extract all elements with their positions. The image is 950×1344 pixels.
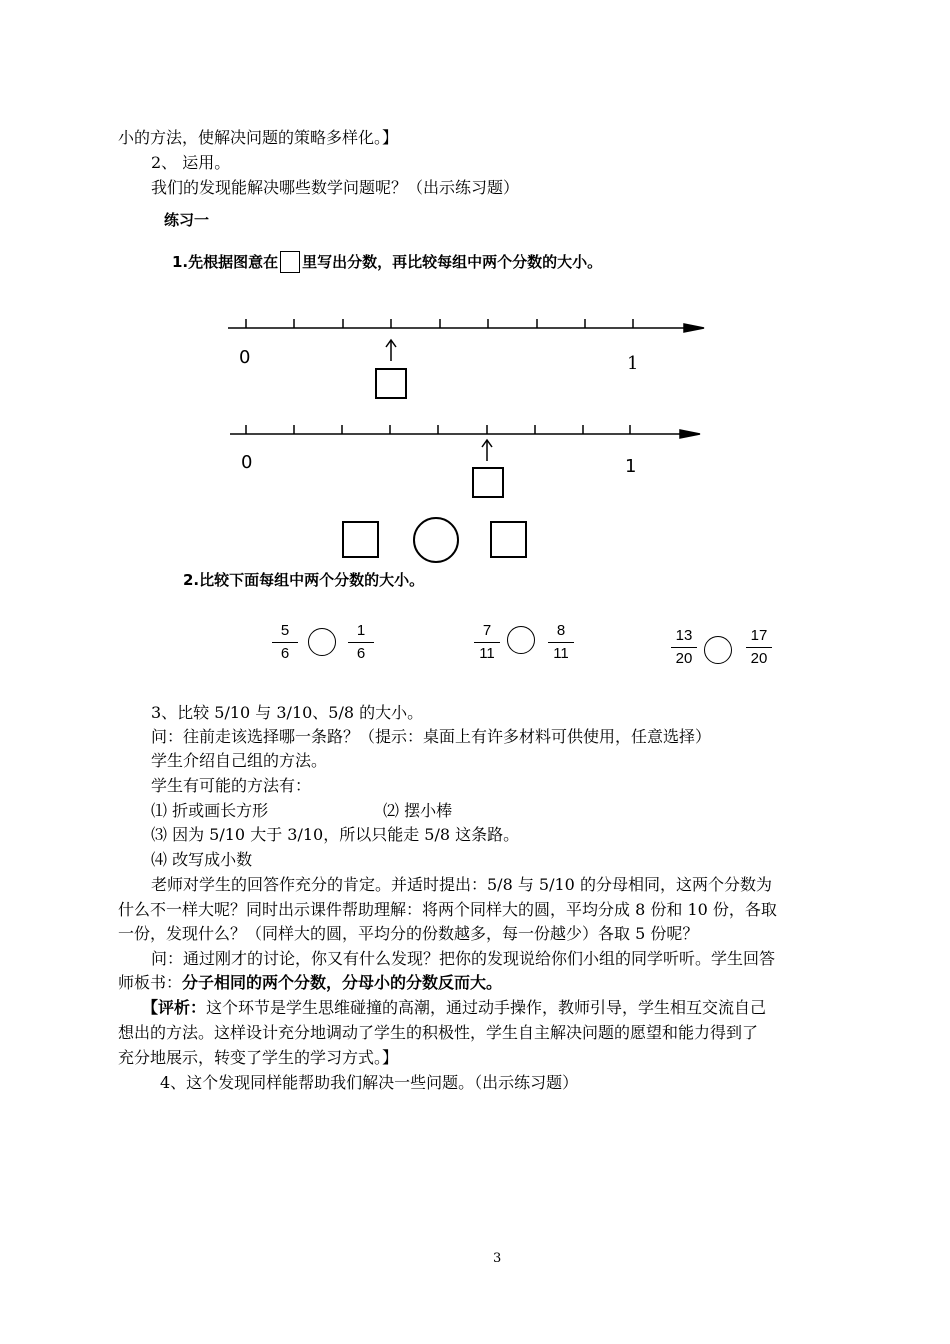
text-line: 一份，发现什么？（同样大的圆，平均分的份数越多，每一份越少）各取 5 份呢？ (118, 924, 699, 943)
answer-box (375, 368, 407, 399)
answer-box (490, 521, 527, 558)
text-line: 4、这个发现同样能帮助我们解决一些问题。（出示练习题） (160, 1073, 579, 1092)
arrow-head-icon (680, 430, 700, 438)
text-line: ⑶ 因为 5/10 大于 3/10，所以只能走 5/8 这条路。 (151, 825, 520, 844)
text-line: 学生介绍自己组的方法。 (151, 751, 328, 770)
page-number: 3 (493, 1251, 502, 1266)
text-line: ⑴ 折或画长方形 (151, 801, 269, 820)
text-line: ⑵ 摆小棒 (383, 801, 453, 820)
text-line: 老师对学生的回答作充分的肯定。并适时提出：5/8 与 5/10 的分母相同，这两个分数为 (151, 875, 772, 894)
text-line: 问：通过刚才的讨论，你又有什么发现？把你的发现说给你们小组的同学听听。学生回答 (151, 949, 776, 968)
number-line-2-start-label: 0 (241, 452, 253, 473)
text-line: 2、 运用。 (151, 153, 231, 172)
fraction: 1 6 (348, 622, 374, 663)
exercise-1-instruction: 1.先根据图意在 里写出分数，再比较每组中两个分数的大小。 (172, 253, 603, 271)
number-line-2-end-label: 1 (625, 456, 637, 477)
text-line: 3、比较 5/10 与 3/10、5/8 的大小。 (151, 703, 424, 722)
fraction: 5 6 (272, 622, 298, 663)
arrow-head-icon (684, 324, 704, 332)
text-line: 充分地展示，转变了学生的学习方式。】 (118, 1048, 399, 1067)
number-line-1-start-label: 0 (239, 347, 251, 368)
text-line: 小的方法，使解决问题的策略多样化。】 (118, 128, 399, 147)
fraction: 13 20 (671, 627, 697, 668)
text-line: 我们的发现能解决哪些数学问题呢？（出示练习题） (151, 178, 520, 197)
text-line: ⑷ 改写成小数 (151, 850, 253, 869)
exercise-2-instruction: 2.比较下面每组中两个分数的大小。 (183, 571, 425, 589)
fraction: 7 11 (474, 622, 500, 663)
exercise-heading: 练习一 (164, 211, 210, 229)
compare-circle-icon (413, 517, 459, 563)
compare-circle-icon (308, 628, 336, 656)
number-line-1-end-label: 1 (627, 353, 639, 374)
compare-circle-icon (507, 626, 535, 654)
emphasis-text: 【评析： (142, 998, 207, 1017)
text-line: 什么不一样大呢？同时出示课件帮助理解：将两个同样大的圆，平均分成 8 份和 10 份，各取 (118, 900, 777, 919)
text-line: 想出的方法。这样设计充分地调动了学生的积极性，学生自主解决问题的愿望和能力得到了 (118, 1023, 759, 1042)
text-line: 学生有可能的方法有： (151, 776, 312, 795)
answer-box (342, 521, 379, 558)
emphasis-text: 分子相同的两个分数，分母小的分数反而大。 (182, 973, 503, 992)
text-line: 【评析：这个环节是学生思维碰撞的高潮，通过动手操作，教师引导，学生相互交流自己 (142, 998, 767, 1017)
answer-box (472, 467, 504, 498)
text-line: 师板书：分子相同的两个分数，分母小的分数反而大。 (118, 973, 503, 992)
fraction: 8 11 (548, 622, 574, 663)
text-line: 问：往前走该选择哪一条路？（提示：桌面上有许多材料可供使用，任意选择） (151, 727, 712, 746)
compare-circle-icon (704, 636, 732, 664)
fraction: 17 20 (746, 627, 772, 668)
